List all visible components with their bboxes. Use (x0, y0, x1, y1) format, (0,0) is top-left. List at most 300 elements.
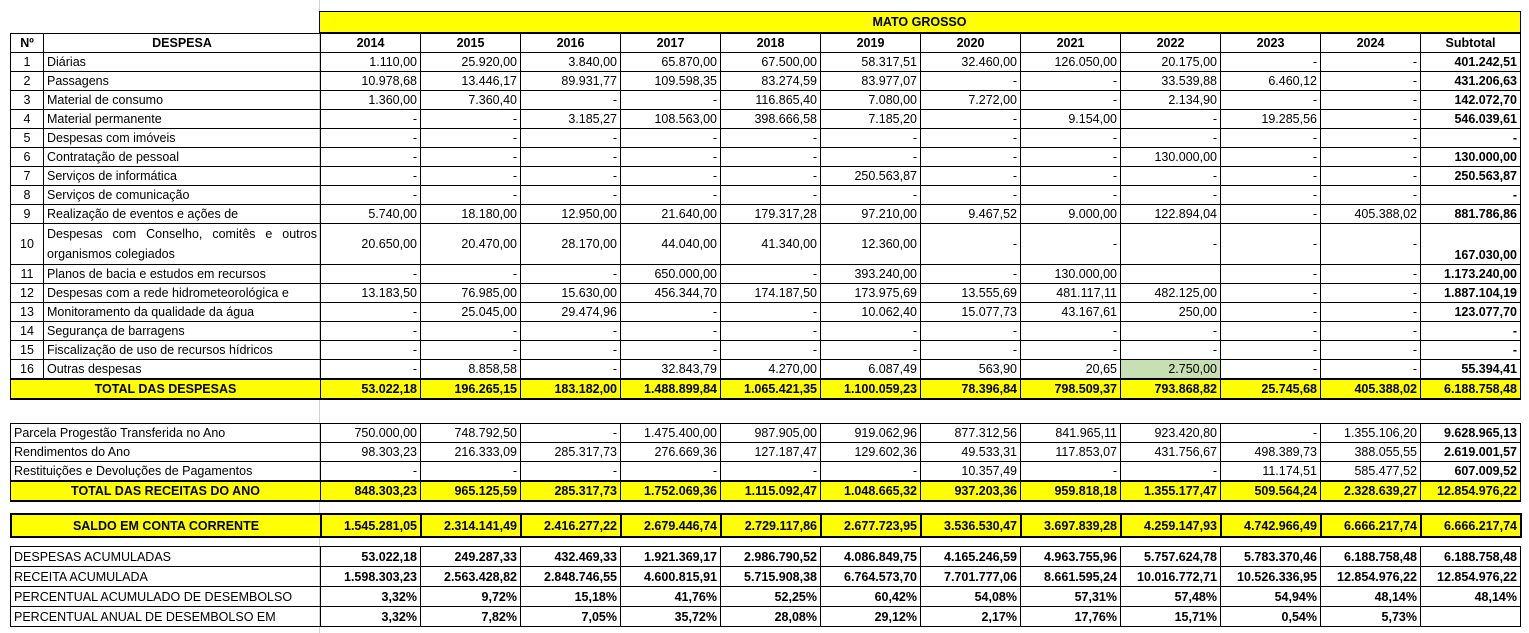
expense-subtotal: 123.077,70 (1421, 303, 1521, 322)
expense-value: 1.110,00 (321, 53, 421, 72)
receipt-value: - (1021, 462, 1121, 482)
saldo-table (10, 513, 1522, 538)
expense-value: 130.000,00 (1121, 148, 1221, 167)
expense-value: 32.843,79 (621, 360, 721, 380)
expense-value: - (1321, 148, 1421, 167)
accumulated-subtotal: 48,14% (1421, 587, 1521, 607)
expense-value: 173.975,69 (821, 284, 921, 303)
expense-value: - (321, 186, 421, 205)
accumulated-value: 54,94% (1221, 587, 1321, 607)
accumulated-value: 5,73% (1321, 607, 1421, 627)
receipt-value: 216.333,09 (421, 443, 521, 462)
accumulated-row (11, 567, 1521, 587)
total-receipts-value: 848.303,23 (321, 481, 421, 501)
expense-value: - (921, 167, 1021, 186)
expense-value: 3.840,00 (521, 53, 621, 72)
expense-value: - (1121, 224, 1221, 265)
expense-value: - (1321, 284, 1421, 303)
expense-subtotal: 401.242,51 (1421, 53, 1521, 72)
expense-number: 8 (11, 186, 44, 205)
expense-value: - (1321, 265, 1421, 284)
total-expenses-row (11, 379, 1521, 399)
expense-value: 15.077,73 (921, 303, 1021, 322)
expense-row (11, 110, 1521, 129)
expense-number: 4 (11, 110, 44, 129)
receipt-value: 987.905,00 (721, 424, 821, 443)
accumulated-value: 48,14% (1321, 587, 1421, 607)
expense-value: 1.360,00 (321, 91, 421, 110)
saldo-value: 4.742.966,49 (1221, 514, 1321, 537)
expense-value: - (821, 322, 921, 341)
expense-value: 9.000,00 (1021, 205, 1121, 224)
expense-value: 2.750,00 (1121, 360, 1221, 380)
total-expenses-value: 196.265,15 (421, 379, 521, 399)
accumulated-value: 8.661.595,24 (1021, 567, 1121, 587)
expense-value: - (1021, 148, 1121, 167)
receipt-value: - (1221, 424, 1321, 443)
total-receipts-subtotal: 12.854.976,22 (1421, 481, 1521, 501)
accumulated-value: 10.016.772,71 (1121, 567, 1221, 587)
expense-value: - (1321, 91, 1421, 110)
accumulated-label: DESPESAS ACUMULADAS (11, 547, 321, 567)
expense-value: 44.040,00 (621, 224, 721, 265)
expense-value: - (521, 148, 621, 167)
total-receipts-value: 509.564,24 (1221, 481, 1321, 501)
receipt-value: 750.000,00 (321, 424, 421, 443)
expense-number: 14 (11, 322, 44, 341)
expense-row (11, 129, 1521, 148)
receipt-value: 1.475.400,00 (621, 424, 721, 443)
receipt-value: - (621, 462, 721, 482)
expense-value: 28.170,00 (521, 224, 621, 265)
expense-value: - (421, 148, 521, 167)
expense-value: - (721, 129, 821, 148)
receipt-value: 923.420,80 (1121, 424, 1221, 443)
expense-value: - (321, 303, 421, 322)
accumulated-value: 3,32% (321, 607, 421, 627)
expense-subtotal: 55.394,41 (1421, 360, 1521, 380)
expense-row (11, 360, 1521, 380)
total-receipts-value: 1.355.177,47 (1121, 481, 1221, 501)
expense-value: - (1221, 224, 1321, 265)
expense-number: 13 (11, 303, 44, 322)
expense-value: - (921, 186, 1021, 205)
accumulated-label: RECEITA ACUMULADA (11, 567, 321, 587)
total-expenses-value: 1.065.421,35 (721, 379, 821, 399)
expense-value: 5.740,00 (321, 205, 421, 224)
expense-value: - (521, 360, 621, 380)
expense-value: - (1321, 53, 1421, 72)
expense-value: - (1321, 341, 1421, 360)
accumulated-value: 4.600.815,91 (621, 567, 721, 587)
expense-value: - (1221, 91, 1321, 110)
expense-value: 6.087,49 (821, 360, 921, 380)
receipt-value: 117.853,07 (1021, 443, 1121, 462)
expense-value: - (821, 186, 921, 205)
expense-value: - (1221, 360, 1321, 380)
total-receipts-row (11, 481, 1521, 501)
expense-value: - (1321, 129, 1421, 148)
expense-number: 10 (11, 224, 44, 265)
accumulated-value: 60,42% (821, 587, 921, 607)
expense-value: 43.167,61 (1021, 303, 1121, 322)
expense-value: - (1221, 53, 1321, 72)
expense-value: - (1221, 186, 1321, 205)
expense-value: - (1121, 322, 1221, 341)
expense-value: 25.045,00 (421, 303, 521, 322)
expense-value: 13.446,17 (421, 72, 521, 91)
header-subtotal: Subtotal (1421, 34, 1521, 53)
expense-value: - (921, 341, 1021, 360)
expense-value: - (921, 224, 1021, 265)
receipt-value: 11.174,51 (1221, 462, 1321, 482)
expense-value: 13.183,50 (321, 284, 421, 303)
receipt-value: 748.792,50 (421, 424, 521, 443)
total-receipts-value: 2.328.639,27 (1321, 481, 1421, 501)
expense-value: - (621, 148, 721, 167)
title-spacer (10, 12, 319, 33)
expense-value: 65.870,00 (621, 53, 721, 72)
expense-value: - (521, 322, 621, 341)
header-year: 2014 (321, 34, 421, 53)
expense-value: - (1121, 129, 1221, 148)
expense-label: Despesas com imóveis (44, 129, 321, 148)
expense-value: - (421, 186, 521, 205)
expense-value: 20.175,00 (1121, 53, 1221, 72)
expense-value: - (1221, 148, 1321, 167)
expense-value: - (621, 303, 721, 322)
expense-value: - (1321, 322, 1421, 341)
receipt-value: 841.965,11 (1021, 424, 1121, 443)
expense-subtotal: 250.563,87 (1421, 167, 1521, 186)
expense-label: Contratação de pessoal (44, 148, 321, 167)
expense-number: 3 (11, 91, 44, 110)
expense-value: - (521, 265, 621, 284)
expense-value: - (1221, 284, 1321, 303)
accumulated-value: 3,32% (321, 587, 421, 607)
expense-value: 8.858,58 (421, 360, 521, 380)
accumulated-value: 2.986.790,52 (721, 547, 821, 567)
expense-label: Diárias (44, 53, 321, 72)
saldo-row (11, 514, 1521, 537)
expense-row (11, 186, 1521, 205)
expense-value: 250,00 (1121, 303, 1221, 322)
accumulated-value: 0,54% (1221, 607, 1321, 627)
accumulated-value: 6.764.573,70 (821, 567, 921, 587)
accumulated-value: 54,08% (921, 587, 1021, 607)
expense-value: 650.000,00 (621, 265, 721, 284)
receipt-value: 388.055,55 (1321, 443, 1421, 462)
expense-value: 405.388,02 (1321, 205, 1421, 224)
receipt-value: 127.187,47 (721, 443, 821, 462)
receipt-value: - (821, 462, 921, 482)
sheet-title: MATO GROSSO (319, 12, 1520, 33)
expense-value: - (721, 265, 821, 284)
expense-value: 33.539,88 (1121, 72, 1221, 91)
expense-value: 13.555,69 (921, 284, 1021, 303)
expense-row (11, 284, 1521, 303)
total-receipts-value: 1.115.092,47 (721, 481, 821, 501)
expense-value: 20,65 (1021, 360, 1121, 380)
receipt-value: - (1121, 462, 1221, 482)
header-year: 2016 (521, 34, 621, 53)
expense-subtotal: 431.206,63 (1421, 72, 1521, 91)
expense-number: 6 (11, 148, 44, 167)
expense-value: - (1021, 129, 1121, 148)
expense-row (11, 303, 1521, 322)
total-expenses-value: 25.745,68 (1221, 379, 1321, 399)
accumulated-value: 29,12% (821, 607, 921, 627)
expense-value: 15.630,00 (521, 284, 621, 303)
receipt-subtotal: 9.628.965,13 (1421, 424, 1521, 443)
expense-value: - (1221, 167, 1321, 186)
header-desc: DESPESA (44, 34, 321, 53)
expense-value: 563,90 (921, 360, 1021, 380)
saldo-value: 3.536.530,47 (921, 514, 1021, 537)
accumulated-value: 12.854.976,22 (1321, 567, 1421, 587)
header-year: 2017 (621, 34, 721, 53)
expense-value: 20.470,00 (421, 224, 521, 265)
expense-label: Passagens (44, 72, 321, 91)
accumulated-value: 17,76% (1021, 607, 1121, 627)
expense-value: 10.062,40 (821, 303, 921, 322)
expense-value: - (721, 167, 821, 186)
receipt-label: Parcela Progestão Transferida no Ano (11, 424, 321, 443)
expense-value: 3.185,27 (521, 110, 621, 129)
expense-value: - (621, 129, 721, 148)
expense-label: Fiscalização de uso de recursos hídricos (44, 341, 321, 360)
expense-subtotal: - (1421, 186, 1521, 205)
expense-value: 481.117,11 (1021, 284, 1121, 303)
accumulated-value: 5.757.624,78 (1121, 547, 1221, 567)
accumulated-label: PERCENTUAL ACUMULADO DE DESEMBOLSO (11, 587, 321, 607)
expense-subtotal: 1.887.104,19 (1421, 284, 1521, 303)
expense-value: - (1021, 224, 1121, 265)
expense-subtotal: 1.173.240,00 (1421, 265, 1521, 284)
expense-value: 97.210,00 (821, 205, 921, 224)
expense-value: - (721, 303, 821, 322)
accumulated-value: 7.701.777,06 (921, 567, 1021, 587)
expense-value: 482.125,00 (1121, 284, 1221, 303)
accumulated-row (11, 587, 1521, 607)
receipt-value: 276.669,36 (621, 443, 721, 462)
expense-label: Planos de bacia e estudos em recursos (44, 265, 321, 284)
accumulated-value: 2.848.746,55 (521, 567, 621, 587)
saldo-subtotal: 6.666.217,74 (1421, 514, 1521, 537)
expense-value: - (921, 322, 1021, 341)
accumulated-value: 249.287,33 (421, 547, 521, 567)
total-receipts-label: TOTAL DAS RECEITAS DO ANO (11, 481, 321, 501)
accumulated-value: 5.715.908,38 (721, 567, 821, 587)
expense-value: 10.978,68 (321, 72, 421, 91)
title-table (10, 11, 1521, 33)
expense-value: - (621, 322, 721, 341)
expense-value: 12.360,00 (821, 224, 921, 265)
expense-value: - (1121, 341, 1221, 360)
expense-value: 7.080,00 (821, 91, 921, 110)
expense-value: - (1221, 205, 1321, 224)
saldo-value: 6.666.217,74 (1321, 514, 1421, 537)
accumulated-value: 5.783.370,46 (1221, 547, 1321, 567)
expense-value: 174.187,50 (721, 284, 821, 303)
receipt-value: - (721, 462, 821, 482)
header-year: 2020 (921, 34, 1021, 53)
receipt-label: Restituições e Devoluções de Pagamentos (11, 462, 321, 482)
expense-value: 398.666,58 (721, 110, 821, 129)
header-year: 2024 (1321, 34, 1421, 53)
expense-value: 9.467,52 (921, 205, 1021, 224)
expense-value: - (421, 110, 521, 129)
accumulated-value: 53.022,18 (321, 547, 421, 567)
expense-value: 25.920,00 (421, 53, 521, 72)
expense-subtotal: 546.039,61 (1421, 110, 1521, 129)
saldo-value: 2.416.277,22 (521, 514, 621, 537)
accumulated-value: 15,18% (521, 587, 621, 607)
expense-value: - (521, 167, 621, 186)
expense-row (11, 148, 1521, 167)
expense-value: 7.272,00 (921, 91, 1021, 110)
expense-label: Despesas com Conselho, comitês e outros organismos colegiados (44, 224, 321, 265)
header-row (11, 34, 1521, 53)
accumulated-value: 4.165.246,59 (921, 547, 1021, 567)
expense-label: Monitoramento da qualidade da água (44, 303, 321, 322)
expense-value: - (1321, 167, 1421, 186)
receipt-value: - (521, 462, 621, 482)
expense-value: 67.500,00 (721, 53, 821, 72)
accumulated-value: 57,48% (1121, 587, 1221, 607)
total-expenses-value: 1.488.899,84 (621, 379, 721, 399)
expense-value: - (421, 341, 521, 360)
expense-number: 7 (11, 167, 44, 186)
accumulated-value: 7,82% (421, 607, 521, 627)
expense-value: - (621, 341, 721, 360)
saldo-value: 2.679.446,74 (621, 514, 721, 537)
total-expenses-value: 78.396,84 (921, 379, 1021, 399)
expense-value: - (1221, 129, 1321, 148)
expense-value: 250.563,87 (821, 167, 921, 186)
expense-value: 108.563,00 (621, 110, 721, 129)
accumulated-value: 52,25% (721, 587, 821, 607)
receipt-value: 129.602,36 (821, 443, 921, 462)
expense-value: 20.650,00 (321, 224, 421, 265)
accumulated-value: 41,76% (621, 587, 721, 607)
expense-value: - (621, 91, 721, 110)
expense-value: - (1221, 322, 1321, 341)
expense-value: 116.865,40 (721, 91, 821, 110)
receipt-value: 49.533,31 (921, 443, 1021, 462)
total-expenses-value: 793.868,82 (1121, 379, 1221, 399)
expense-row (11, 72, 1521, 91)
expense-value: - (321, 110, 421, 129)
receipt-value: 431.756,67 (1121, 443, 1221, 462)
receipt-value: - (421, 462, 521, 482)
expense-value: 456.344,70 (621, 284, 721, 303)
total-expenses-value: 183.182,00 (521, 379, 621, 399)
accumulated-value: 15,71% (1121, 607, 1221, 627)
receipt-value: 877.312,56 (921, 424, 1021, 443)
accumulated-table (10, 546, 1521, 627)
expense-value: - (1021, 341, 1121, 360)
expense-value: 4.270,00 (721, 360, 821, 380)
expense-subtotal: 130.000,00 (1421, 148, 1521, 167)
expense-number: 9 (11, 205, 44, 224)
total-expenses-value: 53.022,18 (321, 379, 421, 399)
accumulated-value: 1.921.369,17 (621, 547, 721, 567)
expense-value: - (1321, 110, 1421, 129)
total-expenses-value: 798.509,37 (1021, 379, 1121, 399)
expense-value: - (721, 322, 821, 341)
expense-value: - (321, 360, 421, 380)
expense-value: - (1321, 186, 1421, 205)
expense-label: Material de consumo (44, 91, 321, 110)
expense-value: 126.050,00 (1021, 53, 1121, 72)
expense-subtotal: 881.786,86 (1421, 205, 1521, 224)
header-year: 2019 (821, 34, 921, 53)
receipt-value: 98.303,23 (321, 443, 421, 462)
accumulated-value: 2.563.428,82 (421, 567, 521, 587)
receipt-value: 585.477,52 (1321, 462, 1421, 482)
expense-subtotal: 142.072,70 (1421, 91, 1521, 110)
expense-value: - (1321, 303, 1421, 322)
expense-value: - (1221, 341, 1321, 360)
receipt-row (11, 462, 1521, 482)
accumulated-subtotal: 12.854.976,22 (1421, 567, 1521, 587)
expense-value: - (421, 265, 521, 284)
saldo-value: 1.545.281,05 (321, 514, 421, 537)
expense-value: - (421, 167, 521, 186)
expense-row (11, 265, 1521, 284)
expense-value: - (921, 129, 1021, 148)
accumulated-value: 432.469,33 (521, 547, 621, 567)
receipt-row (11, 424, 1521, 443)
receipt-value: - (321, 462, 421, 482)
expense-subtotal: - (1421, 341, 1521, 360)
expense-value: 83.274,59 (721, 72, 821, 91)
expense-value: - (921, 148, 1021, 167)
expense-value: - (1021, 167, 1121, 186)
expense-number: 1 (11, 53, 44, 72)
expense-subtotal: - (1421, 129, 1521, 148)
accumulated-subtotal: 6.188.758,48 (1421, 547, 1521, 567)
expense-value: - (1121, 186, 1221, 205)
expense-value: - (1321, 224, 1421, 265)
expense-value: 130.000,00 (1021, 265, 1121, 284)
header-num: Nº (11, 34, 44, 53)
expense-value: 18.180,00 (421, 205, 521, 224)
expense-row (11, 205, 1521, 224)
expense-value: 7.360,40 (421, 91, 521, 110)
expense-number: 12 (11, 284, 44, 303)
receipt-value: 498.389,73 (1221, 443, 1321, 462)
saldo-value: 2.314.141,49 (421, 514, 521, 537)
expense-value: 7.185,20 (821, 110, 921, 129)
expense-value: 393.240,00 (821, 265, 921, 284)
expense-value: - (321, 129, 421, 148)
accumulated-value: 28,08% (721, 607, 821, 627)
expense-value: - (321, 265, 421, 284)
expense-value: - (1121, 167, 1221, 186)
expense-value: 6.460,12 (1221, 72, 1321, 91)
accumulated-value: 1.598.303,23 (321, 567, 421, 587)
total-receipts-value: 1.752.069,36 (621, 481, 721, 501)
expense-value: - (521, 186, 621, 205)
receipt-subtotal: 607.009,52 (1421, 462, 1521, 482)
expense-row (11, 91, 1521, 110)
expense-value: - (821, 341, 921, 360)
saldo-value: 2.677.723,95 (821, 514, 921, 537)
expense-value: 29.474,96 (521, 303, 621, 322)
expense-value: 76.985,00 (421, 284, 521, 303)
